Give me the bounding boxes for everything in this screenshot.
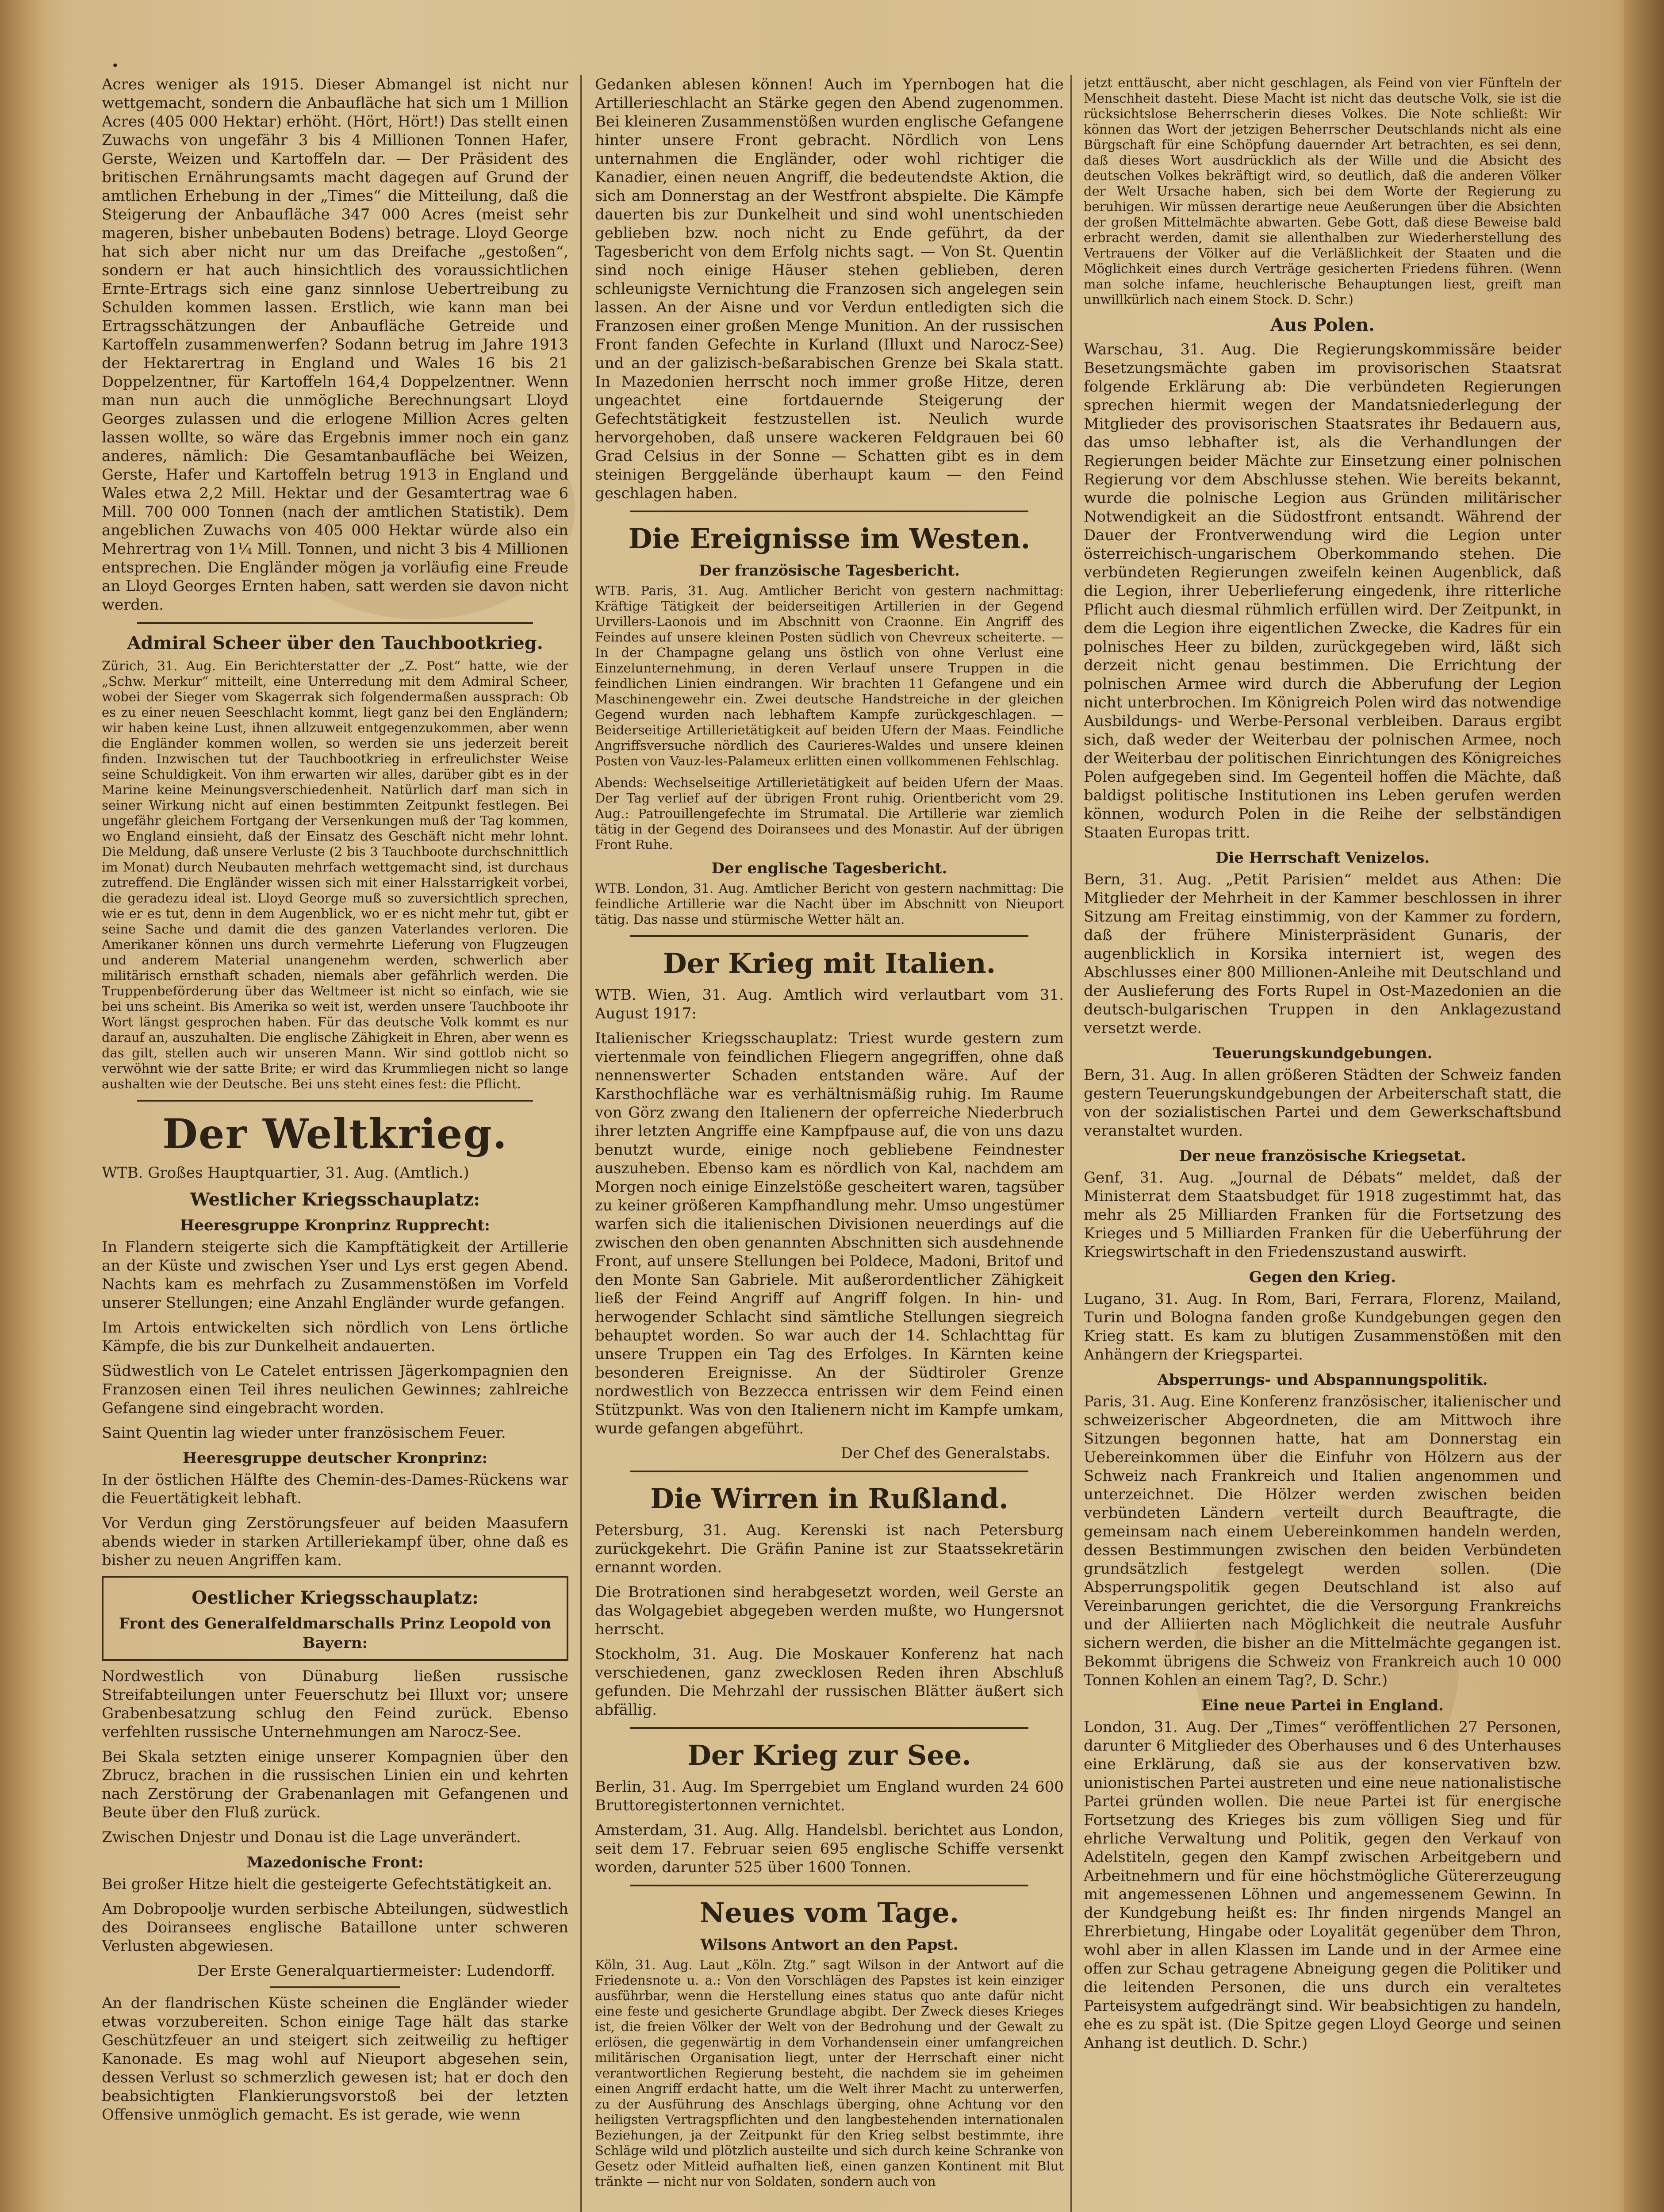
section-title: Westlicher Kriegsschauplatz: [190,1189,480,1210]
section-subtitle: Der französische Tagesbericht. [698,562,960,580]
article-text: Die Brotrationen sind herabgesetzt worden, weil Gerste an das Wolgagebiet abgegeben werden mußte, wo Hungersnot herrscht. [595,1583,1064,1638]
headline-gegen-krieg: Gegen den Krieg. [1249,1268,1396,1286]
separator [137,1100,533,1102]
article-text: In Flandern steigerte sich die Kampftätigkeit der Artillerie an der Küste und zwischen Yser und Lys erst gegen Abend. Nachts kam es mehrfach zu Zusammenstößen im Vorfeld unserer Stellungen; eine Anzahl Engländer wurde gefangen. [102,1238,568,1312]
section-subtitle: Der englische Tagesbericht. [711,860,947,877]
section-title: Oestlicher Kriegsschauplatz: [192,1587,479,1608]
article-text: Berlin, 31. Aug. Im Sperrgebiet um England wurden 24 600 Bruttoregistertonnen vernichtet. [595,1778,1064,1814]
column-rule [1070,75,1072,2212]
article-text: Amsterdam, 31. Aug. Allg. Handelsbl. berichtet aus London, seit dem 17. Februar seien 695 englische Schiffe versenkt worden, darunter 525 über 1600 Tonnen. [595,1821,1064,1876]
separator [630,935,1028,937]
separator [630,511,1028,512]
article-text: Zürich, 31. Aug. Ein Berichterstatter der „Z. Post“ hatte, wie der „Schw. Merkur“ mitteilt, eine Unterredung mit dem Admiral Scheer, wobei der Sieger vom Skagerrak sich folgendermaßen aussprach: Ob es zu einer neuen Seeschlacht kommt, liegt ganz bei den Engländern; wir haben keine Lust, ihnen allzuweit entgegenzukommen, aber wenn die Engländer kommen wollen, so werden sie uns jederzeit bereit finden. Inzwischen tut der Tauchbootkrieg in erfreulichster Weise seine Schuldigkeit. Von ihm erwarten wir alles, darüber gibt es in der Marine keine Meinungsverschiedenheit. Natürlich darf man sich in seiner Wirkung nicht auf einen bestimmten Zeitpunkt festlegen. Bei ungefähr gleichem Fortgang der Versenkungen muß der Tag kommen, wo England einsieht, daß der Einsatz des Geschäft nicht mehr lohnt. Die Meldung, daß unsere Verluste (2 bis 3 Tauchboote durchschnittlich im Monat) durch Neubauten mehrfach wettgemacht sind, ist durchaus zutreffend. Die Engländer wissen sich mit einer Halsstarrigkeit vorbei, die geradezu ideal ist. Lloyd George muß so zuversichtlich sprechen, wie er es tut, denn in dem Augenblick, wo er es nicht mehr tut, gibt er seine Sache und damit die des ganzen Vaterlandes verloren. Die Amerikaner können uns durch vermehrte Lieferung von Flugzeugen und anderem Material unangenehm werden, schwerlich aber militärisch ernsthaft schaden, niemals aber gefährlich werden. Die Truppenbeförderung über das Weltmeer ist nicht so einfach, wie sie bei uns scheint. Bis Amerika so weit ist, werden unsere Tauchboote ihr Wort längst gesprochen haben. Für das deutsche Volk kommt es nur darauf an, auszuhalten. Die englische Zähigkeit in Ehren, aber wenn es das gilt, stellen auch wir unseren Mann. Wir sind gottlob nicht so verwöhnt wie der satte Brite; er wird das Krummliegen nicht so lange aushalten wie der Deutsche. Bei uns steht eines fest: die Pflicht. [102,658,568,1091]
column-rule [580,75,582,2212]
headline-kriegsetat: Der neue französische Kriegsetat. [1179,1147,1466,1165]
article-text: In der östlichen Hälfte des Chemin-des-Dames-Rückens war die Feuertätigkeit lebhaft. [102,1471,568,1507]
signature: Der Erste Generalquartiermeister: Ludendorff. [197,1962,555,1980]
separator [270,1986,400,1988]
page-binding [0,0,49,2212]
headline-westen: Die Ereignisse im Westen. [628,522,1031,555]
headline-italien: Der Krieg mit Italien. [663,947,996,979]
headline-scheer: Admiral Scheer über den Tauchbootkrieg. [127,633,543,653]
article-text: Köln, 31. Aug. Laut „Köln. Ztg.“ sagt Wilson in der Antwort auf die Friedensnote u. a.: Von den Vorschlägen des Papstes ist kein einziger ausführbar, wenn die Herstellung eines status quo ante dafür nicht eine feste und gesicherte Grundlage abgibt. Der Zweck dieses Krieges ist, die freien Völker der Welt von der Bedrohung und der Gewalt zu erlösen, die gegenwärtig in dem Vorhandensein einer umfangreichen militärischen Organisation liegt, unter der Herrschaft einer nicht verantwortlichen Regierung besteht, die nachdem sie im geheimen einen Angriff erdacht hatte, um die Welt ihrer Macht zu unterwerfen, zu der Ausführung des Anschlags überging, ohne Achtung vor den heiligsten Vertragspflichten und den langbestehenden internationalen Beziehungen, ja der Zeitpunkt für den Krieg selbst bestimmte, ihre Schläge wild und plötzlich austeilte und sich durch keine Schranke von Gesetz oder Mitleid aufhalten ließ, einen ganzen Kontinent mit Blut tränkte — nicht nur von Soldaten, sondern auch von [595,1957,1064,2189]
article-text: Saint Quentin lag wieder unter französischem Feuer. [102,1424,506,1442]
article-text: Petersburg, 31. Aug. Kerenski ist nach Petersburg zurückgekehrt. Die Gräfin Panine ist zur Staatssekretärin ernannt worden. [595,1521,1064,1576]
article-text: Abends: Wechselseitige Artillerietätigkeit auf beiden Ufern der Maas. Der Tag verlief auf der übrigen Front ruhig. Orientbericht vom 29. Aug.: Patrouillengefechte im Strumatal. Die Artillerie war ziemlich tätig in der Gegend des Doiransees und des Monastir. Auf der übrigen Front Ruhe. [595,775,1064,852]
separator [137,622,533,624]
article-text: jetzt enttäuscht, aber nicht geschlagen, als Feind von vier Fünfteln der Menschheit dasteht. Diese Macht ist nicht das deutsche Volk, sie ist die rücksichtslose Beherrscherin dieses Volkes. Die Note schließt: Wir können das Wort der jetzigen Beherrscher Deutschlands nicht als eine Bürgschaft für eine Schöpfung dauernder Art betrachten, es sei denn, daß dieses Wort ausdrücklich als der Wille und die Absicht des deutschen Volkes bekräftigt wird, so deutlich, daß die anderen Völker der Welt Ursache haben, sich bei dem Worte der Regierung zu beruhigen. Wir müssen derartige neue Aeußerungen über die Absichten der großen Mittelmächte abwarten. Gebe Gott, daß diese Beweise bald erbracht werden, damit sie allenthalben zur Wiederherstellung des Vertrauens der Völker auf die Verläßlichkeit der Staaten und die Möglichkeit eines durch Verträge gesicherten Friedens führen. (Wenn man solche infame, heuchlerische Behauptungen liest, greift man unwillkürlich nach einem Stock. D. Schr.) [1084,75,1561,307]
column-3 [1084,75,1561,2212]
section-subtitle: Front des Generalfeldmarschalls Prinz Leopold von Bayern: [119,1615,552,1652]
page-edge [1624,0,1664,2212]
headline-weltkrieg: Der Weltkrieg. [162,1110,508,1158]
article-text: Lugano, 31. Aug. In Rom, Bari, Ferrara, Florenz, Mailand, Turin und Bologna fanden große Kundgebungen gegen den Krieg statt. Es kam zu blutigen Zusammenstößen mit den Anhängern der Kriegspartei. [1084,1290,1561,1363]
article-text: Genf, 31. Aug. „Journal de Débats“ meldet, daß der Ministerrat dem Staatsbudget für 1918 zugestimmt hat, das mehr als 25 Milliarden Franken für die Fortsetzung des Krieges und 5 Milliarden Franken für die Ueberführung der Kriegswirtschaft in den Friedenszustand auswirft. [1084,1169,1561,1261]
section-subtitle: Heeresgruppe deutscher Kronprinz: [182,1449,488,1467]
headline-polen: Aus Polen. [1270,315,1375,335]
article-text: WTB. London, 31. Aug. Amtlicher Bericht von gestern nachmittag: Die feindliche Artillerie war die Nacht über im Abschnitt von Nieuport tätig. Das nasse und stürmische Wetter hält an. [595,881,1064,927]
headline-neue-partei: Eine neue Partei in England. [1201,1697,1444,1714]
article-text: Acres weniger als 1915. Dieser Abmangel ist nicht nur wettgemacht, sondern die Anbaufläche hat sich um 1 Million Acres (405 000 Hektar) erhöht. (Hört, Hört!) Das stellt einen Zuwachs von ungefähr 3 bis 4 Millionen Tonnen Hafer, Gerste, Weizen und Kartoffeln dar. — Der Präsident des britischen Ernährungsamts macht dagegen auf Grund der amtlichen Erhebung in der „Times“ die Mitteilung, daß die Steigerung der Anbaufläche 347 000 Acres (meist sehr mageren, bisher unbebauten Bodens) betrage. Lloyd George hat sich aber nicht nur um das Dreifache „gestoßen“, sondern er hat auch hinsichtlich des voraussichtlichen Ernte-Ertrags sich eine ganz sinnlose Uebertreibung zu Schulden kommen lassen. Erstlich, wie kann man bei Ertragsschätzungen der Anbaufläche Getreide und Kartoffeln zusammenwerfen? Sodann betrug im Jahre 1913 der Hektarertrag in England und Wales 16 bis 21 Doppelzentner, für Kartoffeln 164,4 Doppelzentner. Wenn man nun auch die unmögliche Berechnungsart Lloyd Georges zulassen und die erlogene Million Acres gelten lassen wollte, so wäre das Ergebnis immer noch ein ganz anderes, nämlich: Die Gesamtanbaufläche bei Weizen, Gerste, Hafer und Kartoffeln betrug 1913 in England und Wales etwa 2,2 Mill. Hektar und der Gesamtertrag wae 6 Mill. 700 000 Tonnen (nach der amtlichen Statistik). Dem angeblichen Zuwachs von 405 000 Hektar würde also ein Mehrertrag von 1¼ Mill. Tonnen, und nicht 3 bis 4 Millionen entsprechen. Die Engländer mögen ja vorläufig eine Freude an Lloyd Georges Ernten haben, satt werden sie davon nicht werden. [102,76,568,614]
separator [630,1727,1028,1729]
headline-russland: Die Wirren in Rußland. [650,1482,1008,1515]
article-text: Vor Verdun ging Zerstörungsfeuer auf beiden Maasufern abends wieder in starken Artilleriekampf über, ohne daß es bisher zu neuen Angriffen kam. [102,1514,568,1569]
section-subtitle: Heeresgruppe Kronprinz Rupprecht: [180,1217,490,1234]
article-text: Bern, 31. Aug. „Petit Parisien“ meldet aus Athen: Die Mitglieder der Mehrheit in der Kammer beschlossen in ihrer Sitzung am Freitag einstimmig, von der Kammer zu fordern, daß der frühere Ministerpräsident Gunaris, der augenblicklich in Korsika interniert ist, wegen des Abschlusses einer 800 Millionen-Anleihe mit Deutschland und der Auslieferung des Forts Rupel in Ost-Mazedonien an die deutsch-bulgarischen Truppen in den Anklagezustand versetzt werde. [1084,871,1561,1037]
headline-see: Der Krieg zur See. [687,1739,971,1771]
article-text: An der flandrischen Küste scheinen die Engländer wieder etwas vorzubereiten. Schon einige Tage hält das starke Geschützfeuer an und steigert sich zeitweilig zu heftiger Kanonade. Es mag wohl auf Nieuport abgesehen sein, dessen Verlust so schmerzlich gewesen ist; hat er doch den beabsichtigten Flankierungsvorstoß bei der letzten Offensive unmöglich gemacht. Es ist gerade, wie wenn [102,1994,568,2124]
bullet-mark: • [111,58,119,73]
dateline: WTB. Großes Hauptquartier, 31. Aug. (Amtlich.) [102,1164,469,1182]
headline-neues: Neues vom Tage. [699,1897,959,1929]
separator [630,1471,1028,1472]
headline-absperrung: Absperrungs- und Abspannungspolitik. [1157,1371,1488,1389]
article-text: Am Dobropoolje wurden serbische Abteilungen, südwestlich des Doiransees englische Bataillone unter schweren Verlusten abgewiesen. [102,1900,568,1955]
article-text: Bei großer Hitze hielt die gesteigerte Gefechtstätigkeit an. [102,1875,552,1893]
signature: Der Chef des Generalstabs. [840,1444,1051,1462]
article-text: Im Artois entwickelten sich nördlich von Lens örtliche Kämpfe, die bis zur Dunkelheit andauerten. [102,1319,568,1355]
article-text: Warschau, 31. Aug. Die Regierungskommissäre beider Besetzungsmächte gaben im provisorischen Staatsrat folgende Erklärung ab: Die verbündeten Regierungen sprechen hiermit wegen der Mandatsniederlegung der Mitglieder des provisorischen Staatsrates ihr Bedauern aus, das umso lebhafter ist, als die Verhandlungen der Regierungen beider Mächte zur Einsetzung einer polnischen Regierung vor dem Abschlusse stehen. Wie bereits bekannt, wurde die polnische Legion aus Gründen militärischer Notwendigkeit an die Südostfront entsandt. Während der Dauer der Frontverwendung wird die Legion unter österreichisch-ungarischem Oberkommando stehen. Die verbündeten Regierungen zweifeln keinen Augenblick, daß die Legion, ihrer Ueberlieferung eingedenk, ihre ritterliche Pflicht auch diesmal rühmlich erfüllen wird. Der Zeitpunkt, in dem die Legion ihre eigentlichen Zwecke, die Kadres für ein polnisches Heer zu bilden, zurückgegeben wird, läßt sich derzeit nicht genau bestimmen. Die Errichtung der polnischen Armee wird durch die Abberufung der Legion nicht unterbrochen. Im Königreich Polen wird das notwendige Ausbildungs- und Werbe-Personal verbleiben. Daraus ergibt sich, daß weder der Weiterbau der polnischen Armee, noch der Weiterbau der politischen Einrichtungen des Königreiches Polen aufgegeben sind. Im Gegenteil hoffen die Mächte, daß baldigst politische Institutionen ins Leben gerufen werden können, wodurch Polen in die Reihe der selbständigen Staaten Europas tritt. [1084,341,1561,841]
article-text: Südwestlich von Le Catelet entrissen Jägerkompagnien den Franzosen einen Teil ihres neulichen Gewinnes; zahlreiche Gefangene sind eingebracht worden. [102,1362,568,1417]
column-1 [102,75,568,2212]
article-text: Bei Skala setzten einige unserer Kompagnien über den Zbrucz, brachen in die russischen Linien ein und kehrten nach Zerstörung der Grabenanlagen mit Gefangenen und Beute über den Fluß zurück. [102,1748,568,1821]
headline-teuerung: Teuerungskundgebungen. [1212,1045,1433,1062]
section-subtitle: Mazedonische Front: [246,1854,424,1871]
headline-venizelos: Die Herrschaft Venizelos. [1215,849,1430,867]
separator [630,1885,1028,1886]
article-text: Bern, 31. Aug. In allen größeren Städten der Schweiz fanden gestern Teuerungskundgebungen der Arbeiterschaft statt, die von der sozialistischen Partei und dem Gewerkschaftsbund veranstaltet wurden. [1084,1066,1561,1140]
article-text: London, 31. Aug. Der „Times“ veröffentlichen 27 Personen, darunter 6 Mitglieder des Oberhauses und 6 des Unterhauses eine Erklärung, daß sie aus der konservativen bzw. unionistischen Partei austreten und eine neue nationalistische Partei gründen wollen. Die neue Partei ist für energische Fortsetzung des Krieges bis zum völligen Sieg und für ehrliche Verwaltung und Politik, gegen den Verkauf von Adelstiteln, gegen den Kampf zwischen Arbeitgebern und Arbeitnehmern und für eine höchstmögliche Gütererzeugung mit angemessenen Löhnen und angemessenem Gewinn. In der Kundgebung heißt es: Ihr finden nirgends Mangel an Ehrerbietung, Hingabe oder Loyalität gegenüber dem Thron, wohl aber in allen Klassen im Lande und in der Armee eine offen zur Schau getragene Abneigung gegen die Politiker und die leitenden Personen, die uns durch ein veraltetes Parteisystem aufgedrängt sind. Wir beabsichtigen zu handeln, ehe es zu spät ist. (Die Spitze gegen Lloyd George und seinen Anhang ist deutlich. D. Schr.) [1084,1718,1561,2052]
article-text: WTB. Paris, 31. Aug. Amtlicher Bericht von gestern nachmittag: Kräftige Tätigkeit der beiderseitigen Artillerien in der Gegend Urvillers-Laonois und im Abschnitt von Craonne. Ein Angriff des Feindes auf unsere kleinen Posten südlich von Chevreux scheiterte. — In der Champagne gelang uns östlich von ohne Verlust eine Einzelunternehmung, in deren Verlauf unsere Truppen in die feindlichen Linien eindrangen. Wir brachten 11 Gefangene und ein Maschinengewehr ein. Zwei deutsche Handstreiche in der gleichen Gegend wurden nach lebhaftem Kampfe zurückgeschlagen. — Beiderseitige Artillerietätigkeit auf beiden Ufern der Maas. Feindliche Angriffsversuche nördlich des Caurieres-Waldes und unsere kleinen Posten von Vauz-les-Palameux erlitten einen vollkommenen Fehlschlag. [595,583,1064,768]
article-text: Nordwestlich von Dünaburg ließen russische Streifabteilungen unter Feuerschutz bei Illuxt vor; unsere Grabenbesatzung schlug den Feind zurück. Ebenso verfehlten russische Unternehmungen am Narocz-See. [102,1667,568,1741]
article-text: Stockholm, 31. Aug. Die Moskauer Konferenz hat nach verschiedenen, ganz zwecklosen Reden ihren Abschluß gefunden. Die Mehrzahl der russischen Blätter äußert sich abfällig. [595,1645,1064,1719]
section-subtitle: Wilsons Antwort an den Papst. [700,1936,959,1954]
article-text: Paris, 31. Aug. Eine Konferenz französischer, italienischer und schweizerischer Abgeordneten, die am Mittwoch ihre Sitzungen begonnen hatte, hat am Donnerstag ein Uebereinkommen über die Einfuhr von Hölzern aus der Schweiz nach Frankreich und Italien angenommen und unterzeichnet. Die Hölzer werden zwischen beiden verbündeten Ländern verteilt durch Beauftragte, die gemeinsam nach einem Uebereinkommen handeln werden, dessen Bestimmungen zwischen den beiden Verbündeten grundsätzlich festgelegt werden sollen. (Die Absperrungspolitik gegen Deutschland ist also auf Vereinbarungen gerichtet, die die Versorgung Frankreichs und der Alliierten nach Möglichkeit die neutrale Ausfuhr sichern werden, die bisher an die Mittelmächte gegangen ist. Bekommt übrigens die Schweiz von Frankreich auch 10 000 Tonnen Kohlen an einem Tag?, D. Schr.) [1084,1393,1561,1689]
article-text: Italienischer Kriegsschauplatz: Triest wurde gestern zum viertenmale von feindlichen Fliegern angegriffen, ohne daß nennenswerter Schaden entstanden wäre. Auf der Karsthochfläche war es verhältnismäßig ruhig. Im Raume von Görz zwang den Italienern der opferreiche Niederbruch ihrer letzten Angriffe eine Kampfpause auf, die von uns dazu benutzt wurde, einige noch gebliebene Feindnester auszuheben. Ebenso kam es nördlich von Kal, nachdem am Morgen noch einige Einzelstöße gescheitert waren, tagsüber zu keiner größeren Kampfhandlung mehr. Umso ungestümer warfen sich die italienischen Divisionen neuerdings auf die zwischen den oben genannten Abschnitten sich ausdehnende Front, auf unsere Stellungen bei Poldece, Madoni, Britof und den Monte San Gabriele. Mit außerordentlicher Zähigkeit ließ der Feind Angriff auf Angriff folgen. In hin- und herwogender Schlacht sind sämtliche Stellungen siegreich behauptet worden. So war auch der 14. Schlachttag für unsere Truppen ein Tag des Erfolges. In Kärnten keine besonderen Ereignisse. An der Südtiroler Grenze nordwestlich von Bezzecca entrissen wir dem Feind einen Stützpunkt. Was von den Italienern nicht im Kampfe umkam, wurde gefangen abgeführt. [595,1029,1064,1437]
east-front-box [102,1576,568,1661]
column-2 [595,75,1064,2212]
article-text: Gedanken ablesen können! Auch im Ypernbogen hat die Artillerieschlacht an Stärke gegen den Abend zugenommen. Bei kleineren Zusammenstößen wurden englische Gefangene hinter unsere Front gebracht. Nördlich von Lens unternahmen die Engländer, oder wohl richtiger die Kanadier, einen neuen Angriff, die bedeutendste Aktion, die sich am Donnerstag an der Westfront abspielte. Die Kämpfe dauerten bis zur Dunkelheit und sind wohl unentschieden geblieben bzw. noch nicht zu Ende geführt, da der Tagesbericht von dem Erfolg nichts sagt. — Von St. Quentin sind noch einige Häuser stehen geblieben, deren schleunigste Vernichtung die Franzosen sich angelegen sein lassen. An der Aisne und vor Verdun entledigten sich die Franzosen einer großen Menge Munition. An der russischen Front fanden Gefechte in Kurland (Illuxt und Narocz-See) und an der galizisch-beßarabischen Grenze bei Skala statt. In Mazedonien herrscht noch immer große Hitze, deren ungeachtet eine fortdauernde Steigerung der Gefechtstätigkeit festzustellen ist. Neulich wurde hervorgehoben, daß unsere wackeren Feldgrauen bei 60 Grad Celsius in der Sonne — Schatten gibt es in dem steinigen Berggelände überhaupt kaum — den Feind geschlagen haben. [595,76,1064,502]
article-text: Zwischen Dnjestr und Donau ist die Lage unverändert. [102,1828,521,1846]
dateline: WTB. Wien, 31. Aug. Amtlich wird verlautbart vom 31. August 1917: [595,986,1064,1022]
